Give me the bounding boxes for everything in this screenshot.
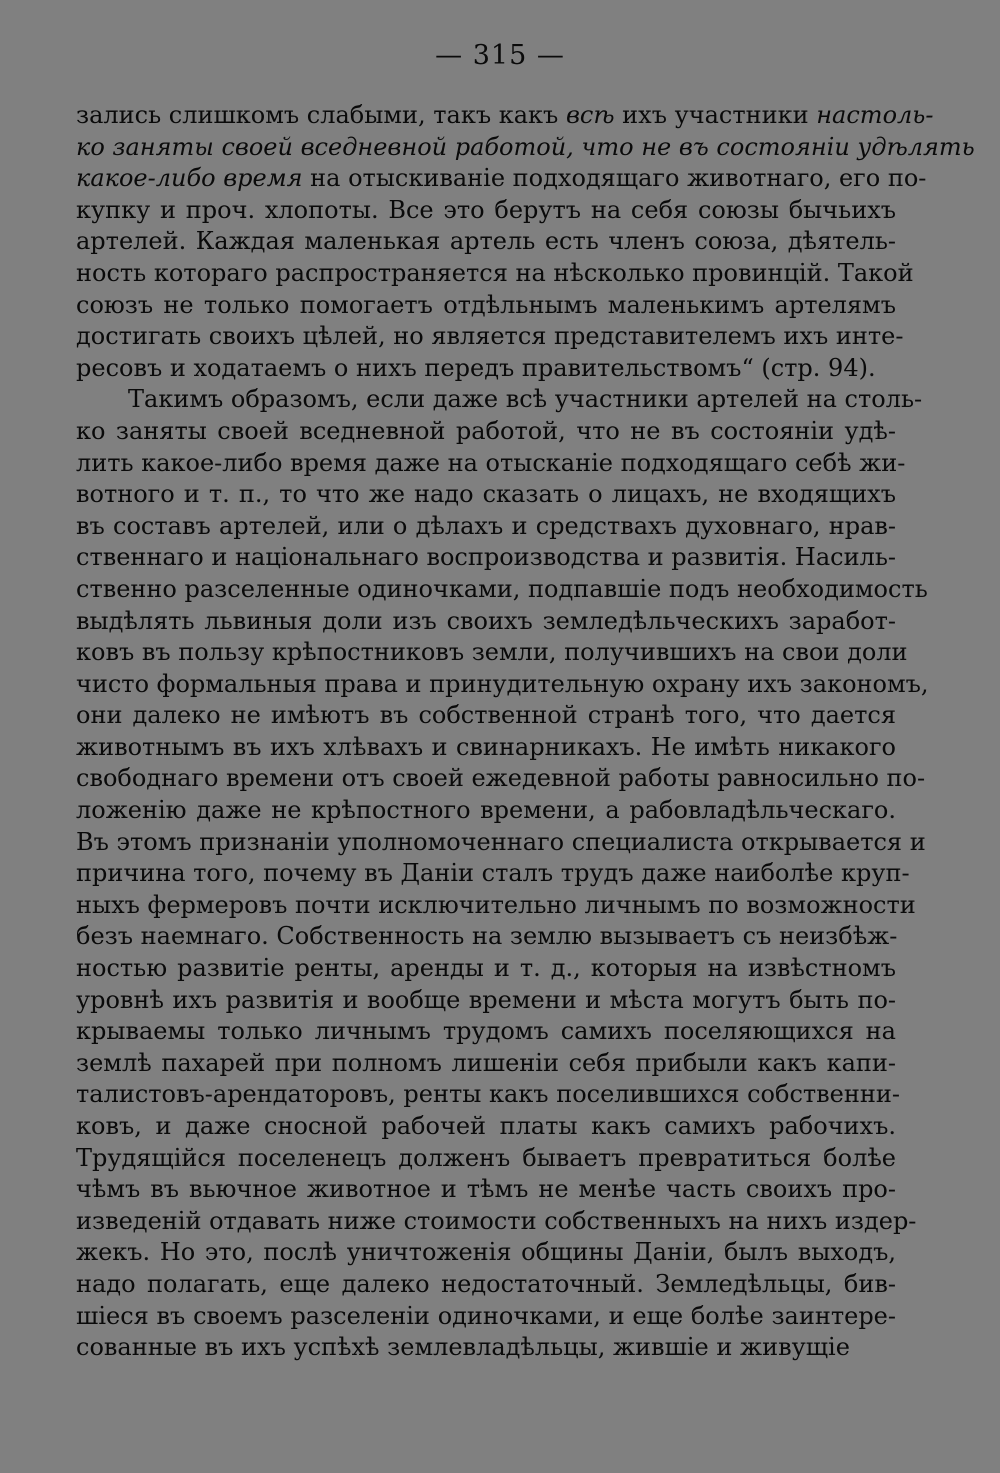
- text-line: крываемы только личнымъ трудомъ самихъ поселяющихся на: [76, 1017, 896, 1046]
- text-line: землѣ пахарей при полномъ лишеніи себя прибыли какъ капи-: [76, 1048, 896, 1077]
- paragraph-2: [76, 384, 929, 1363]
- text-segment: всѣ: [565, 101, 615, 129]
- text-line: ковъ въ пользу крѣпостниковъ земли, получившихъ на свои доли: [76, 638, 908, 667]
- text-line: уровнѣ ихъ развитія и вообще времени и мѣста могутъ быть по-: [76, 985, 896, 1014]
- text-segment: ко заняты своей вседневной работой, что не въ состояніи удѣлять: [76, 132, 975, 161]
- text-line: ковъ, и даже сносной рабочей платы какъ самихъ рабочихъ.: [76, 1112, 896, 1140]
- text-line: надо полагать, еще далеко недостаточный. Земледѣльцы, бив-: [76, 1269, 896, 1298]
- text-line: вотного и т. п., то что же надо сказать о лицахъ, не входящихъ: [76, 480, 896, 509]
- text-line: причина того, почему въ Даніи сталъ трудъ даже наиболѣе круп-: [76, 859, 910, 888]
- text-line: [76, 258, 914, 290]
- text-line: животнымъ въ ихъ хлѣвахъ и свинарникахъ. Не имѣть никакого: [76, 732, 896, 761]
- text-line: Такимъ образомъ, если даже всѣ участники артелей на столь-: [128, 385, 923, 414]
- text-line: [76, 163, 927, 195]
- text-line: талистовъ-арендаторовъ, ренты какъ поселившихся собственни-: [76, 1080, 900, 1109]
- body-text: [76, 100, 975, 1364]
- text-line: жекъ. Но это, послѣ уничтоженія общины Даніи, былъ выходъ,: [76, 1238, 896, 1267]
- text-line: сованные въ ихъ успѣхѣ землевладѣльцы, жившіе и живущіе: [76, 1333, 850, 1362]
- text-line: ственно разселенные одиночками, подпавшіе подъ необходимость: [76, 574, 928, 603]
- text-line: [76, 132, 975, 164]
- page-number: — 315 —: [435, 40, 565, 71]
- text-segment: какое-либо время: [76, 164, 303, 193]
- text-line: чисто формальныя права и принудительную охрану ихъ закономъ,: [76, 669, 929, 698]
- text-line: [76, 100, 934, 132]
- text-line: ственнаго и національнаго воспроизводства и развитія. Насиль-: [76, 543, 896, 572]
- paragraph-1: [76, 100, 975, 384]
- text-segment: настоль-: [816, 101, 934, 129]
- text-line: ко заняты своей вседневной работой, что не въ состояніи удѣ-: [76, 416, 896, 445]
- text-line: свободнаго времени отъ своей ежедевной работы равносильно по-: [76, 764, 926, 793]
- text-line: [76, 195, 896, 227]
- text-line: ныхъ фермеровъ почти исключительно личнымъ по возможности: [76, 890, 916, 919]
- text-segment: купку и проч. хлопоты. Все это берутъ на себя союзы бычьихъ: [76, 195, 896, 224]
- text-line: [76, 353, 896, 385]
- text-segment: ность котораго распространяется на нѣсколько провинцій. Такой: [76, 258, 914, 287]
- text-line: безъ наемнаго. Собственность на землю вызываетъ съ неизбѣж-: [76, 922, 898, 951]
- text-line: [76, 321, 904, 353]
- text-line: въ составъ артелей, или о дѣлахъ и средствахъ духовнаго, нрав-: [76, 511, 896, 540]
- text-line: чѣмъ въ вьючное животное и тѣмъ не менѣе часть своихъ про-: [76, 1175, 896, 1204]
- text-line: шіеся въ своемъ разселеніи одиночками, и еще болѣе заинтере-: [76, 1301, 896, 1330]
- text-line: Въ этомъ признаніи уполномоченнаго специалиста открывается и: [76, 827, 926, 856]
- text-line: они далеко не имѣютъ въ собственной странѣ того, что дается: [76, 701, 896, 730]
- text-line: ностью развитіе ренты, аренды и т. д., которыя на извѣстномъ: [76, 954, 896, 983]
- text-segment: на отыскиваніе подходящаго животнаго, его по-: [302, 164, 927, 193]
- text-line: [76, 290, 896, 322]
- text-segment: ресовъ и ходатаемъ о нихъ передъ правительствомъ“ (стр. 94).: [76, 353, 876, 382]
- text-segment: зались слишкомъ слабыми, такъ какъ: [76, 101, 566, 129]
- text-line: ложенію даже не крѣпостного времени, а рабовладѣльческаго.: [76, 796, 896, 825]
- text-line: изведеній отдавать ниже стоимости собственныхъ на нихъ издер-: [76, 1206, 917, 1235]
- text-line: Трудящійся поселенецъ долженъ бываетъ превратиться болѣе: [76, 1143, 896, 1172]
- text-segment: артелей. Каждая маленькая артель есть членъ союза, дѣятель-: [76, 227, 896, 256]
- text-segment: ихъ участники: [614, 101, 817, 129]
- text-line: [76, 226, 896, 258]
- text-line: выдѣлять львиныя доли изъ своихъ земледѣльческихъ заработ-: [76, 606, 896, 635]
- text-segment: союзъ не только помогаетъ отдѣльнымъ маленькимъ артелямъ: [76, 290, 896, 319]
- text-segment: достигать своихъ цѣлей, но является представителемъ ихъ инте-: [76, 322, 904, 351]
- text-line: лить какое-либо время даже на отысканіе подходящаго себѣ жи-: [76, 448, 906, 477]
